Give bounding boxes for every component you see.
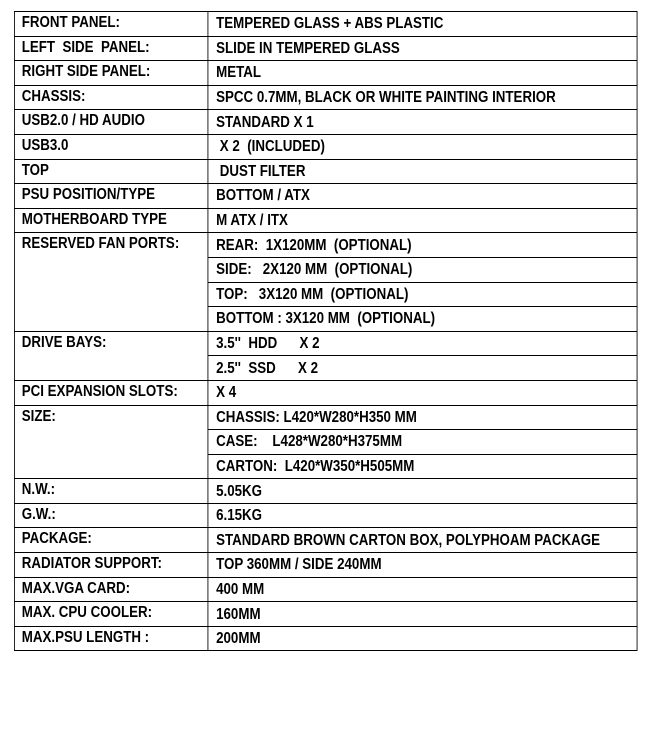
spec-value: 5.05KG — [208, 479, 637, 504]
table-row — [14, 479, 637, 504]
table-row — [14, 405, 637, 430]
spec-label: MAX. CPU COOLER: — [14, 602, 208, 627]
spec-value: X 4 — [208, 380, 637, 405]
table-row — [14, 380, 637, 405]
spec-label: PCI EXPANSION SLOTS: — [14, 380, 208, 405]
spec-label: MOTHERBOARD TYPE — [14, 208, 208, 233]
spec-value: REAR: 1X120MM (OPTIONAL) — [208, 233, 637, 258]
spec-value: M ATX / ITX — [208, 208, 637, 233]
spec-label: PACKAGE: — [14, 528, 208, 553]
spec-value: SPCC 0.7MM, BLACK OR WHITE PAINTING INTERIOR — [208, 85, 637, 110]
spec-value: 160MM — [208, 602, 637, 627]
spec-table-body — [14, 12, 637, 651]
table-row — [14, 12, 637, 37]
spec-value: CASE: L428*W280*H375MM — [208, 430, 637, 455]
table-row — [14, 61, 637, 86]
spec-value: METAL — [208, 61, 637, 86]
spec-value: 6.15KG — [208, 503, 637, 528]
table-row — [14, 110, 637, 135]
spec-label: SIZE: — [14, 405, 208, 479]
spec-value: CHASSIS: L420*W280*H350 MM — [208, 405, 637, 430]
spec-value: 2.5'' SSD X 2 — [208, 356, 637, 381]
table-row — [14, 134, 637, 159]
spec-value: TOP: 3X120 MM (OPTIONAL) — [208, 282, 637, 307]
spec-label: DRIVE BAYS: — [14, 331, 208, 380]
table-row — [14, 503, 637, 528]
table-row — [14, 36, 637, 61]
spec-label: USB2.0 / HD AUDIO — [14, 110, 208, 135]
table-row — [14, 528, 637, 553]
spec-label: RADIATOR SUPPORT: — [14, 553, 208, 578]
spec-label: LEFT SIDE PANEL: — [14, 36, 208, 61]
spec-label: G.W.: — [14, 503, 208, 528]
table-row — [14, 331, 637, 356]
table-row — [14, 184, 637, 209]
spec-value: SLIDE IN TEMPERED GLASS — [208, 36, 637, 61]
spec-value: X 2 (INCLUDED) — [208, 134, 637, 159]
spec-label: PSU POSITION/TYPE — [14, 184, 208, 209]
table-row — [14, 626, 637, 651]
spec-value: 400 MM — [208, 577, 637, 602]
spec-label: MAX.PSU LENGTH : — [14, 626, 208, 651]
spec-value: STANDARD BROWN CARTON BOX, POLYPHOAM PACKAGE — [208, 528, 637, 553]
table-row — [14, 159, 637, 184]
spec-value: SIDE: 2X120 MM (OPTIONAL) — [208, 257, 637, 282]
spec-value: DUST FILTER — [208, 159, 637, 184]
spec-label: RESERVED FAN PORTS: — [14, 233, 208, 331]
spec-label: RIGHT SIDE PANEL: — [14, 61, 208, 86]
spec-value: TOP 360MM / SIDE 240MM — [208, 553, 637, 578]
spec-label: TOP — [14, 159, 208, 184]
table-row — [14, 85, 637, 110]
table-row — [14, 577, 637, 602]
spec-value: TEMPERED GLASS + ABS PLASTIC — [208, 12, 637, 37]
spec-value: 3.5'' HDD X 2 — [208, 331, 637, 356]
spec-table — [14, 11, 638, 651]
spec-label: N.W.: — [14, 479, 208, 504]
spec-value: CARTON: L420*W350*H505MM — [208, 454, 637, 479]
spec-label: FRONT PANEL: — [14, 12, 208, 37]
table-row — [14, 602, 637, 627]
spec-value: STANDARD X 1 — [208, 110, 637, 135]
spec-label: CHASSIS: — [14, 85, 208, 110]
table-row — [14, 553, 637, 578]
spec-value: BOTTOM : 3X120 MM (OPTIONAL) — [208, 307, 637, 332]
spec-value: BOTTOM / ATX — [208, 184, 637, 209]
spec-label: USB3.0 — [14, 134, 208, 159]
table-row — [14, 208, 637, 233]
table-row — [14, 233, 637, 258]
spec-value: 200MM — [208, 626, 637, 651]
spec-label: MAX.VGA CARD: — [14, 577, 208, 602]
